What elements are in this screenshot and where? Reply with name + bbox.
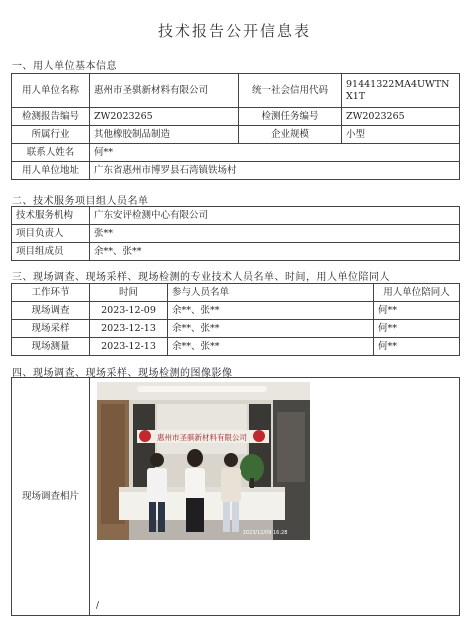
label-cell: 所属行业: [12, 126, 90, 144]
cell: 现场测量: [12, 338, 90, 356]
label-cell: 用人单位地址: [12, 162, 90, 180]
value-cell: ZW2023265: [90, 108, 239, 126]
table-row: [12, 320, 460, 338]
table-row: [12, 126, 460, 144]
value-cell: 广东省惠州市博罗县石湾镇铁场村: [90, 162, 460, 180]
label-cell: 用人单位名称: [12, 74, 90, 108]
column-header: 参与人员名单: [168, 284, 374, 302]
table-row: [12, 108, 460, 126]
column-header: 工作环节: [12, 284, 90, 302]
value-cell: ZW2023265: [342, 108, 460, 126]
site-work-table: [11, 283, 460, 356]
value-cell: 张**: [90, 225, 460, 243]
site-photo-illustration: [97, 382, 310, 540]
label-cell: 统一社会信用代码: [239, 74, 342, 108]
cell: 2023-12-13: [90, 320, 168, 338]
cell: 余**、张**: [168, 320, 374, 338]
label-cell: 联系人姓名: [12, 144, 90, 162]
cell: 何**: [374, 320, 460, 338]
cell: 现场调查: [12, 302, 90, 320]
label-cell: 项目组成员: [12, 243, 90, 261]
page-title: 技术报告公开信息表: [157, 22, 311, 40]
team-table: [11, 206, 460, 261]
table-row: [12, 302, 460, 320]
cell: 余**、张**: [168, 302, 374, 320]
basic-info-table: [11, 73, 460, 180]
value-cell: 余**、张**: [90, 243, 460, 261]
value-cell: 何**: [90, 144, 460, 162]
cell: 现场采样: [12, 320, 90, 338]
cell: 何**: [374, 302, 460, 320]
cell: 2023-12-13: [90, 338, 168, 356]
value-cell: 小型: [342, 126, 460, 144]
table-row: [12, 243, 460, 261]
table-row: [12, 74, 460, 108]
value-cell: 广东安评检测中心有限公司: [90, 207, 460, 225]
cell: 2023-12-09: [90, 302, 168, 320]
table-row: [12, 207, 460, 225]
table-row: [12, 225, 460, 243]
photo-sign-text: 惠州市圣骐新材料有限公司: [157, 433, 247, 442]
label-cell: 项目负责人: [12, 225, 90, 243]
photo-label-cell: 现场调查相片: [12, 378, 90, 616]
section3-heading: 三、现场调查、现场采样、现场检测的专业技术人员名单、时间，用人单位陪同人: [12, 272, 390, 283]
column-header: 时间: [90, 284, 168, 302]
table-header-row: [12, 284, 460, 302]
section1-heading: 一、用人单位基本信息: [12, 61, 117, 72]
table-row: [12, 162, 460, 180]
photo-slash-mark: /: [96, 601, 100, 611]
site-photo: [97, 382, 310, 540]
cell: 何**: [374, 338, 460, 356]
value-cell: 91441322MA4UWTNX1T: [342, 74, 460, 108]
label-cell: 企业规模: [239, 126, 342, 144]
photo-timestamp: 2023/12/09 16:28: [242, 530, 288, 536]
label-cell: 技术服务机构: [12, 207, 90, 225]
value-cell: 惠州市圣骐新材料有限公司: [90, 74, 239, 108]
cell: 余**、张**: [168, 338, 374, 356]
label-cell: 检测报告编号: [12, 108, 90, 126]
table-row: [12, 338, 460, 356]
value-cell: 其他橡胶制品制造: [90, 126, 239, 144]
column-header: 用人单位陪同人: [374, 284, 460, 302]
label-cell: 检测任务编号: [239, 108, 342, 126]
section2-heading: 二、技术服务项目组人员名单: [12, 196, 149, 207]
table-row: [12, 144, 460, 162]
section4-heading: 四、现场调查、现场采样、现场检测的图像影像: [12, 368, 233, 379]
